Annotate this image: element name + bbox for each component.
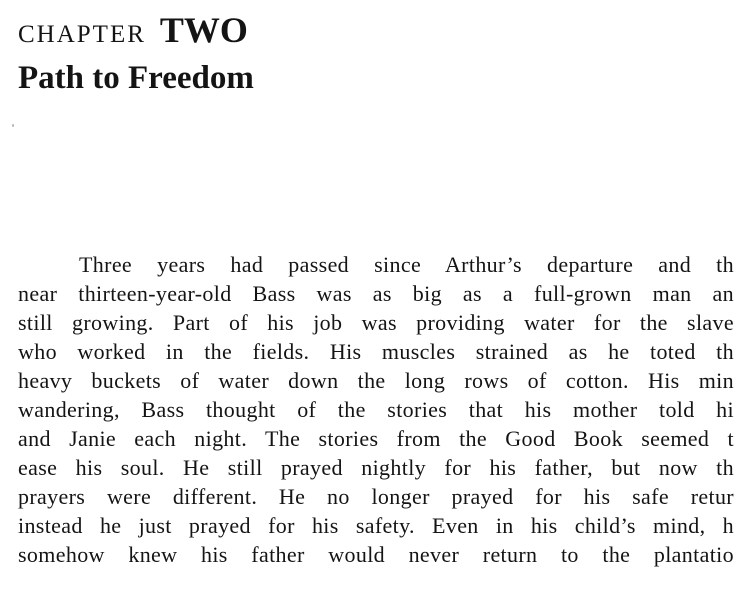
text-line-6: wandering, Bass thought of the stories that his mother told hi [18,397,734,422]
text-line-1: Three years had passed since Arthur’s departure and th [79,252,734,277]
text-line-4: who worked in the fields. His muscles strained as he toted th [18,339,734,364]
text-line-8: ease his soul. He still prayed nightly for his father, but now th [18,455,734,480]
chapter-label: CHAPTER [18,21,146,48]
text-line-3: still growing. Part of his job was providing water for the slave [18,310,734,335]
text-line-5: heavy buckets of water down the long rows of cotton. His min [18,368,734,393]
text-line-10: instead he just prayed for his safety. Even in his child’s mind, h [18,513,734,538]
text-line-7: and Janie each night. The stories from the Good Book seemed t [18,426,734,451]
chapter-title: Path to Freedom [18,60,254,96]
text-line-2: near thirteen-year-old Bass was as big as a full-grown man an [18,281,734,306]
body-paragraph [18,250,734,569]
text-line-11: somehow knew his father would never return to the plantatio [18,542,734,567]
page-speck [12,124,14,127]
chapter-number: TWO [159,10,248,50]
text-line-9: prayers were different. He no longer prayed for his safe retur [18,484,734,509]
chapter-heading [18,12,248,48]
